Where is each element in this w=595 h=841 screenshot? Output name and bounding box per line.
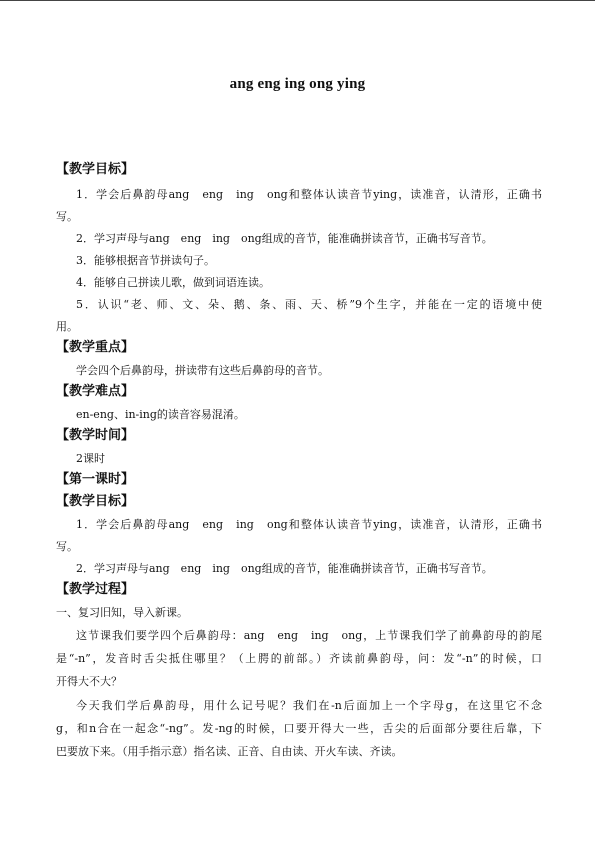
- objective2-line: 写。: [56, 540, 78, 553]
- process-line: 开得大不大？: [56, 675, 122, 688]
- objective2-line: 2．学习声母与ang eng ing ong组成的音节，能准确拼读音节，正确书写音节。: [76, 562, 493, 575]
- heading-time: 【教学时间】: [56, 428, 135, 443]
- time-text: 2课时: [76, 452, 105, 465]
- difficulty-text: en-eng、in-ing的读音容易混淆。: [76, 408, 245, 421]
- heading-process: 【教学过程】: [56, 582, 135, 597]
- heading-key-point: 【教学重点】: [56, 340, 135, 355]
- objective-line: 用。: [56, 320, 78, 333]
- header-rule: [0, 0, 595, 1]
- objective-line: 5．认识“老、师、文、朵、鹅、条、雨、天、桥”9个生字，并能在一定的语境中使: [76, 298, 542, 311]
- objective-line: 写。: [56, 210, 78, 223]
- heading-first-lesson: 【第一课时】: [56, 472, 135, 487]
- objective-line: 2．学习声母与ang eng ing ong组成的音节，能准确拼读音节，正确书写音节。: [76, 232, 493, 245]
- heading-objectives: 【教学目标】: [56, 162, 135, 177]
- page-title: ang eng ing ong ying: [229, 76, 366, 92]
- process-step: 一、复习旧知，导入新课。: [56, 606, 188, 619]
- process-line: 今天我们学后鼻韵母，用什么记号呢？我们在-n后面加上一个字母g，在这里它不念: [76, 699, 542, 712]
- objective2-line: 1．学会后鼻韵母ang eng ing ong和整体认读音节ying，读准音，认清形，正确书: [76, 518, 542, 531]
- process-line: 巴要放下来。（用手指示意）指名读、正音、自由读、开火车读、齐读。: [56, 745, 403, 758]
- process-line: 这节课我们要学四个后鼻韵母：ang eng ing ong，上节课我们学了前鼻韵母的韵尾: [76, 629, 542, 642]
- process-line: g，和n合在一起念“-ng”。发-ng的时候，口要开得大一些，舌尖的后面部分要往后靠，下: [56, 722, 542, 735]
- key-point-text: 学会四个后鼻韵母，拼读带有这些后鼻韵母的音节。: [76, 364, 329, 377]
- heading-objectives-2: 【教学目标】: [56, 494, 135, 509]
- heading-difficulty: 【教学难点】: [56, 384, 135, 399]
- process-line: 是“-n”，发音时舌尖抵住哪里？（上腭的前部。）齐读前鼻韵母，问：发“-n”的时候，口: [56, 652, 542, 665]
- objective-line: 3．能够根据音节拼读句子。: [76, 254, 215, 267]
- objective-line: 1．学会后鼻韵母ang eng ing ong和整体认读音节ying，读准音，认清形，正确书: [76, 188, 542, 201]
- objective-line: 4．能够自己拼读儿歌，做到词语连读。: [76, 276, 270, 289]
